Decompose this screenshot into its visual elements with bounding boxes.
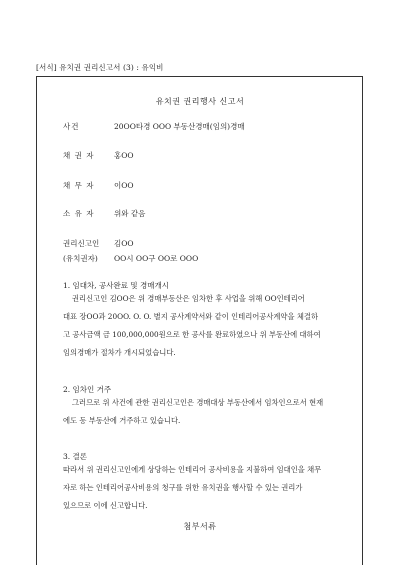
claimant-name: 김OO xyxy=(114,239,134,248)
document-title: 유치권 권리행사 신고서 xyxy=(155,97,245,106)
creditor-value: 홍OO xyxy=(114,151,134,160)
owner-value: 위와 같음 xyxy=(114,209,146,218)
section-3-line: 따라서 위 권리신고인에게 상당하는 인테리어 공사비용을 지불하여 임대인을 채무 xyxy=(63,465,322,474)
section-2-line: 그러므로 위 사건에 관한 권리신고인은 경매대상 부동산에서 임차인으로서 현재 xyxy=(72,398,324,407)
claimant-label: 권리신고인 xyxy=(63,239,100,248)
section-1-heading: 1. 임대차, 공사완료 및 경매개시 xyxy=(63,281,170,290)
section-3-line: 자로 하는 인테리어공사비용의 청구를 위한 유치권을 행사할 수 있는 권리가 xyxy=(63,483,303,492)
creditor-label: 채 권 자 xyxy=(63,151,95,160)
form-label: [서식] 유치권 권리신고서 (3) : 유익비 xyxy=(36,63,164,72)
attachments-title: 첨부서류 xyxy=(183,522,217,531)
section-1-line: 권리신고인 김OO은 위 경매부동산은 임차한 후 사업을 위해 OO인테리어 xyxy=(72,294,305,303)
section-2-heading: 2. 임차인 거주 xyxy=(63,385,112,394)
section-3-heading: 3. 결론 xyxy=(63,452,88,461)
debtor-value: 이OO xyxy=(114,181,134,190)
section-2-line: 에도 동 부동산에 거주하고 있습니다. xyxy=(63,416,181,425)
claimant-sublabel: (유치권자) xyxy=(63,254,98,263)
owner-label: 소 유 자 xyxy=(63,209,95,218)
section-3-line: 있으므로 이에 신고합니다. xyxy=(63,501,148,510)
case-value: 20OO타경 OOO 부동산경매(임의)경매 xyxy=(114,122,245,131)
debtor-label: 채 무 자 xyxy=(63,181,95,190)
section-1-line: 대표 장OO과 20OO. O. O. 별지 공사계약서와 같이 인테리어공사계약을 체결하 xyxy=(63,312,318,321)
section-1-line: 고 공사금액 금 100,000,000원으로 한 공사를 완료하였으나 위 부동산에 대하여 xyxy=(63,330,321,339)
section-1-line: 임의경매가 절차가 개시되었습니다. xyxy=(63,348,176,357)
section-2-body xyxy=(63,394,345,430)
section-1-body xyxy=(63,290,345,362)
section-3-body xyxy=(63,461,345,515)
claimant-address: OO시 OO구 OO로 OOO xyxy=(114,254,199,263)
case-label: 사건 xyxy=(63,122,80,131)
